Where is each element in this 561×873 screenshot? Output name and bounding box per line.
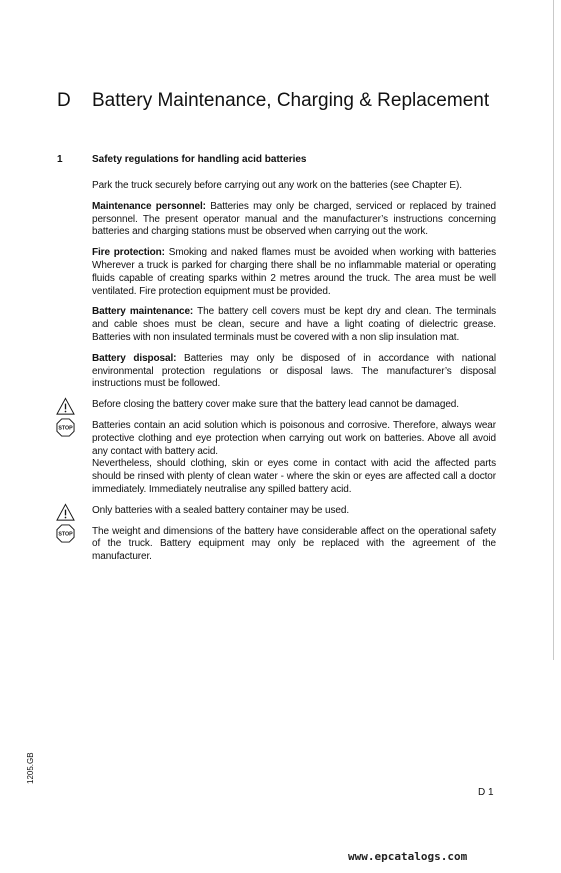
stop-sign-label: STOP (58, 531, 73, 538)
stop-text-acid-2: Nevertheless, should clothing, skin or eyes come in contact with acid the affected parts should be rinsed with plenty of clean water - where the skin or eyes are affected call a doctor immediately. Immediately neutralise any spilled battery acid. (92, 458, 496, 495)
stop-sign-label: STOP (58, 425, 73, 432)
stop-text-weight: The weight and dimensions of the battery have considerable affect on the operational safety of the truck. Battery equipment may only be replaced with the agreement of the manufacturer. (92, 525, 496, 563)
paragraph-text: Batteries may only be charged, serviced or replaced by trained personnel. The present operator manual and the manufacturer’s instructions concerning batteries and charging stations must be observed when carrying out the work. (92, 200, 496, 238)
paragraph-label: Maintenance personnel: (92, 200, 206, 212)
document-code: 1205.GB (26, 752, 35, 784)
section-title: Safety regulations for handling acid batteries (92, 154, 307, 165)
warning-triangle-icon (56, 397, 75, 416)
paragraph-intro: Park the truck securely before carrying out any work on the batteries (see Chapter E). (92, 180, 462, 191)
paragraph-label: Fire protection: (92, 247, 165, 259)
warning-block-sealed-battery (92, 505, 496, 518)
paragraph-battery-disposal (92, 353, 496, 391)
paragraph-text: Batteries may only be disposed of in accordance with national environmental protection regulations or disposal laws. The manufacturer’s disposal instructions must be followed. (92, 352, 496, 390)
paragraph-label: Battery disposal: (92, 352, 177, 364)
chapter-letter: D (57, 90, 71, 111)
warning-text-battery-lead: Before closing the battery cover make sure that the battery lead cannot be damaged. (92, 399, 459, 411)
stop-block-weight (58, 525, 496, 564)
warning-block-battery-lead (92, 399, 496, 412)
warning-triangle-icon (56, 503, 75, 522)
page-edge-divider (553, 0, 554, 660)
document-body (58, 180, 496, 572)
watermark-url: www.epcatalogs.com (348, 850, 468, 863)
paragraph-maintenance-personnel (92, 201, 496, 239)
section-number: 1 (57, 154, 63, 165)
stop-block-acid (58, 419, 496, 497)
paragraph-fire-protection (92, 247, 496, 298)
stop-sign-icon (56, 524, 75, 543)
warning-text-sealed-battery: Only batteries with a sealed battery container may be used. (92, 504, 350, 516)
paragraph-battery-maintenance (92, 306, 496, 344)
page-number: D 1 (478, 787, 494, 798)
paragraph-text: The battery cell covers must be kept dry and clean. The terminals and cable shoes must be clean, secure and have a light coating of dielectric grease. Batteries with non insulated terminals must be covered with a non slip insulation mat. (92, 306, 496, 343)
paragraph-text: Smoking and naked flames must be avoided when working with batteries Wherever a truck is parked for charging there shall be no inflammable material or operating fluids capable of creating sparks within 2 metres around the truck. The area must be well ventilated. Fire protection equipment must be provided. (92, 247, 496, 297)
chapter-title: Battery Maintenance, Charging & Replacement (92, 90, 490, 111)
paragraph-label: Battery maintenance: (92, 306, 194, 318)
stop-sign-icon (56, 418, 75, 437)
stop-text-acid-1: Batteries contain an acid solution which is poisonous and corrosive. Therefore, always wear protective clothing and eye protection when carrying out work on batteries. Above all avoid any contact with battery acid. (92, 419, 496, 457)
